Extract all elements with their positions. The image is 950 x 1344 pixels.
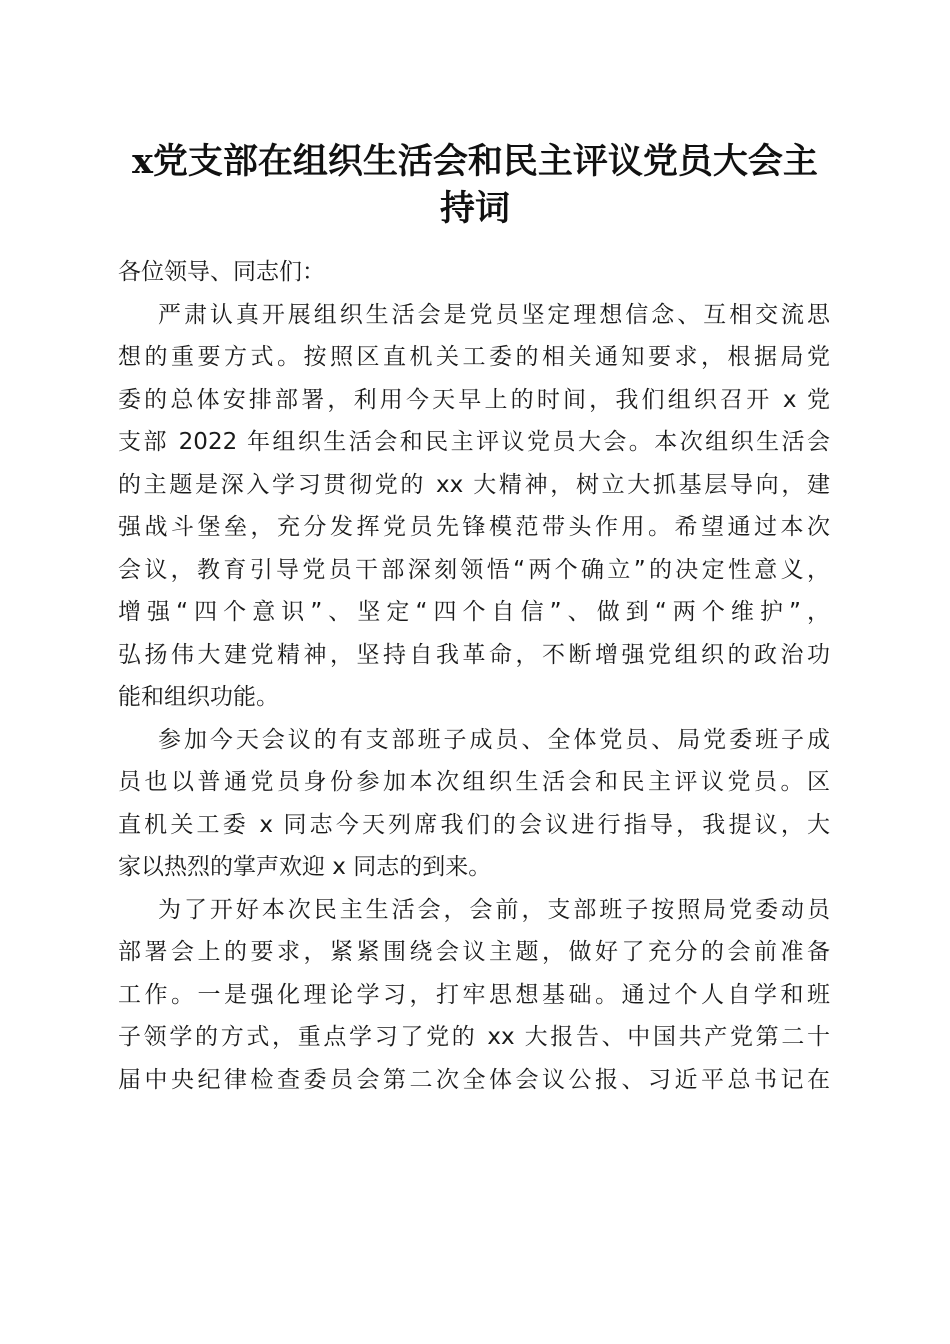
paragraph-line: 部署会上的要求，紧紧围绕会议主题，做好了充分的会前准备 [118,939,830,965]
salutation: 各位领导、同志们： [118,259,325,285]
paragraph-3 [118,889,830,1102]
paragraph-line: 子领学的方式，重点学习了党的 xx 大报告、中国共产党第二十 [118,1024,830,1050]
paragraph-line: 强战斗堡垒，充分发挥党员先锋模范带头作用。希望通过本次 [118,514,830,540]
paragraph-line: 支部 2022 年组织生活会和民主评议党员大会。本次组织生活会 [118,429,830,455]
paragraph-1 [118,294,830,719]
paragraph-line: 为了开好本次民主生活会，会前，支部班子按照局党委动员 [158,896,830,923]
paragraph-line: 增强“四个意识”、坚定“四个自信”、做到“两个维护”， [118,599,830,625]
title-line: x党支部在组织生活会和民主评议党员大会主 [132,141,818,182]
paragraph-line: 会议，教育引导党员干部深刻领悟“两个确立”的决定性意义， [118,556,830,583]
paragraph-line: 委的总体安排部署，利用今天早上的时间，我们组织召开 x 党 [118,386,830,413]
paragraph-line: 弘扬伟大建党精神，坚持自我革命，不断增强党组织的政治功 [118,641,830,668]
document-body [118,251,830,1101]
paragraph-line: 严肃认真开展组织生活会是党员坚定理想信念、互相交流思 [158,301,830,328]
document-title [110,138,840,232]
paragraph-line: 直机关工委 x 同志今天列席我们的会议进行指导，我提议，大 [118,811,830,838]
paragraph-line: 届中央纪律检查委员会第二次全体会议公报、习近平总书记在 [118,1066,830,1093]
paragraph-2 [118,719,830,889]
title-line: 持词 [439,188,510,229]
paragraph-line: 家以热烈的掌声欢迎 x 同志的到来。 [118,854,492,880]
paragraph-line: 的主题是深入学习贯彻党的 xx 大精神，树立大抓基层导向，建 [118,471,830,498]
paragraph-line: 参加今天会议的有支部班子成员、全体党员、局党委班子成 [158,726,830,753]
paragraph-line: 想的重要方式。按照区直机关工委的相关通知要求，根据局党 [118,344,830,370]
paragraph-line: 能和组织功能。 [118,684,279,710]
paragraph-line: 工作。一是强化理论学习，打牢思想基础。通过个人自学和班 [118,981,830,1008]
paragraph-line: 员也以普通党员身份参加本次组织生活会和民主评议党员。区 [118,769,830,795]
